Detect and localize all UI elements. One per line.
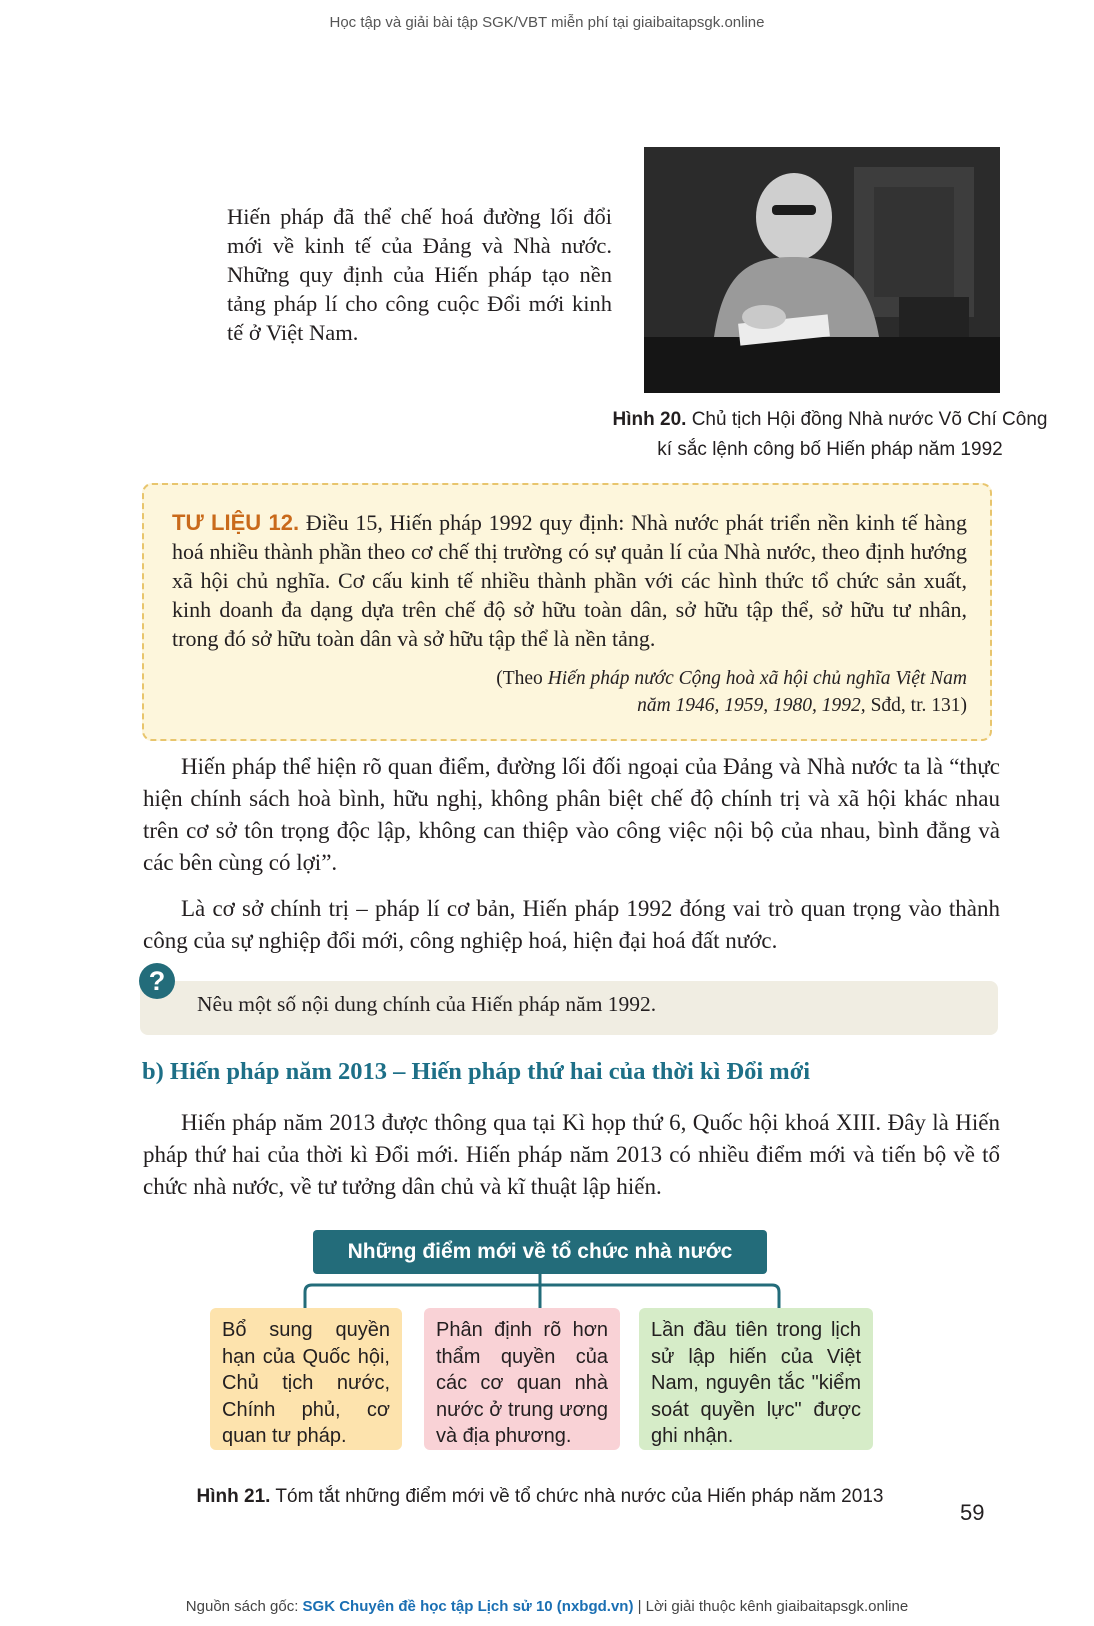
header-note: Học tập và giải bài tập SGK/VBT miễn phí tại giaibaitapsgk.online bbox=[329, 14, 765, 31]
figure20-caption-line2: kí sắc lệnh công bố Hiến pháp năm 1992 bbox=[657, 439, 1003, 460]
question-text: Nêu một số nội dung chính của Hiến pháp năm 1992. bbox=[197, 992, 657, 1016]
footer-prefix: Nguồn sách gốc: bbox=[185, 1598, 303, 1615]
diagram-title: Những điểm mới về tổ chức nhà nước bbox=[313, 1230, 767, 1274]
footer-book-link[interactable]: SGK Chuyên đề học tập Lịch sử 10 (nxbgd.vn) bbox=[302, 1598, 634, 1615]
document12-title: TƯ LIỆU 12. bbox=[172, 510, 300, 535]
figure21-caption bbox=[130, 1486, 950, 1508]
paragraph-1-text: Hiến pháp thể hiện rõ quan điểm, đường lối đối ngoại của Đảng và Nhà nước ta là “thực hiện chính sách hoà bình, hữu nghị, không phân biệt chế độ chính trị và xã hội khác nhau trên cơ sở tôn trọng độc lập, không can thiệp vào công việc nội bộ của nhau, bình đẳng và các bên cùng có lợi”. bbox=[143, 754, 1000, 875]
diagram-box-1: Bổ sung quyền hạn của Quốc hội, Chủ tịch nước, Chính phủ, cơ quan tư pháp. bbox=[210, 1308, 402, 1450]
page-number: 59 bbox=[960, 1500, 985, 1525]
footer-suffix: | Lời giải thuộc kênh giaibaitapsgk.online bbox=[633, 1598, 909, 1615]
footer-note bbox=[0, 1598, 1094, 1615]
diagram-box-2: Phân định rõ hơn thẩm quyền của các cơ quan nhà nước ở trung ương và địa phương. bbox=[424, 1308, 620, 1450]
paragraph-3-text: Hiến pháp năm 2013 được thông qua tại Kì họp thứ 6, Quốc hội khoá XIII. Đây là Hiến pháp thứ hai của thời kì Đổi mới. Hiến pháp năm 2013 có nhiều điểm mới và tiến bộ về tổ chức nhà nước, về tư tưởng dân chủ và kĩ thuật lập hiến. bbox=[143, 1110, 1000, 1199]
source-title-line2: năm 1946, 1959, 1980, 1992, bbox=[637, 695, 866, 716]
source-suffix: Sđd, tr. 131) bbox=[865, 695, 967, 716]
intro-paragraph: Hiến pháp đã thể chế hoá đường lối đổi mới về kinh tế của Đảng và Nhà nước. Những quy định của Hiến pháp tạo nền tảng pháp lí cho công cuộc Đổi mới kinh tế ở Việt Nam. bbox=[227, 204, 612, 345]
source-prefix: (Theo bbox=[496, 668, 548, 689]
figure20-caption-line1: Chủ tịch Hội đồng Nhà nước Võ Chí Công bbox=[691, 409, 1048, 430]
section-b-heading: b) Hiến pháp năm 2013 – Hiến pháp thứ hai của thời kì Đổi mới bbox=[142, 1058, 811, 1085]
figure21-caption-text: Tóm tắt những điểm mới về tổ chức nhà nước của Hiến pháp năm 2013 bbox=[275, 1486, 884, 1507]
source-title-line1: Hiến pháp nước Cộng hoà xã hội chủ nghĩa Việt Nam bbox=[547, 668, 967, 689]
figure21-label: Hình 21. bbox=[196, 1486, 271, 1507]
paragraph-2-text: Là cơ sở chính trị – pháp lí cơ bản, Hiến pháp 1992 đóng vai trò quan trọng vào thành công của sự nghiệp đổi mới, công nghiệp hoá, hiện đại hoá đất nước. bbox=[143, 896, 1000, 953]
connector-bracket bbox=[305, 1285, 779, 1308]
question-icon: ? bbox=[139, 963, 175, 999]
document12-body: Điều 15, Hiến pháp 1992 quy định: Nhà nước phát triển nền kinh tế hàng hoá nhiều thành phần theo cơ chế thị trường có sự quản lí của Nhà nước, theo định hướng xã hội chủ nghĩa. Cơ cấu kinh tế nhiều thành phần với các hình thức tổ chức sản xuất, kinh doanh đa dạng dựa trên chế độ sở hữu toàn dân, sở hữu tập thể, sở hữu tư nhân, trong đó sở hữu toàn dân và sở hữu tập thể là nền tảng. bbox=[172, 510, 967, 651]
diagram-box-3: Lần đầu tiên trong lịch sử lập hiến của Việt Nam, nguyên tắc "kiểm soát quyền lực" được ghi nhận. bbox=[639, 1308, 873, 1450]
figure20-label: Hình 20. bbox=[612, 409, 687, 430]
